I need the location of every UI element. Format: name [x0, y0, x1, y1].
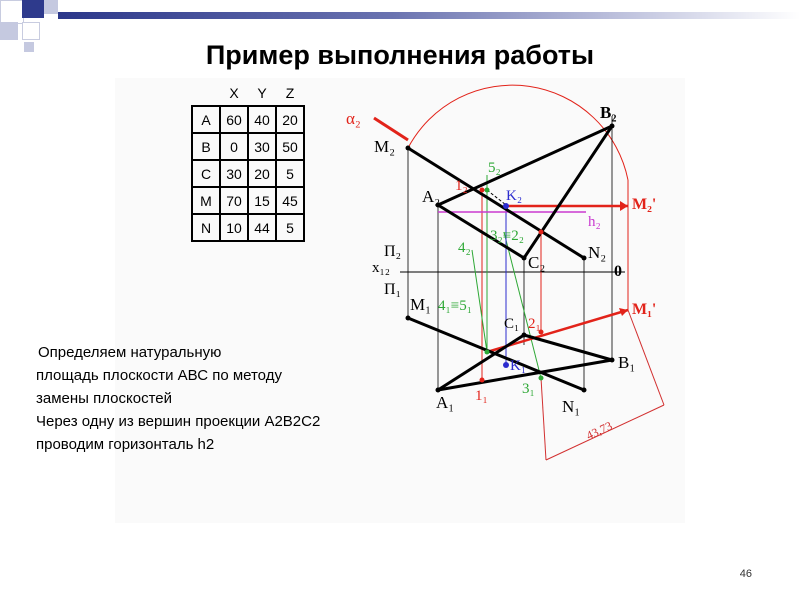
label-dimension: 43,73	[583, 418, 615, 443]
description-line: площадь плоскости АВС по методу	[36, 367, 282, 384]
table-cell: 60	[220, 106, 248, 133]
label-b1: B₁	[618, 353, 636, 372]
label-n2: N₂	[588, 243, 607, 262]
line-b1-c1	[524, 335, 612, 360]
point-k1	[503, 362, 509, 368]
table-cell: 5	[276, 160, 304, 187]
label-pi2: Π₂	[384, 243, 402, 260]
table-point-label: B	[192, 133, 220, 160]
table-point-label: A	[192, 106, 220, 133]
label-4-2: 4₂	[458, 240, 471, 256]
label-a2: A₂	[422, 187, 441, 206]
table-cell: 45	[276, 187, 304, 214]
label-alpha2: α₂	[346, 109, 361, 128]
table-header-x: X	[220, 80, 248, 106]
point-c2	[522, 256, 527, 261]
description-line: замены плоскостей	[36, 390, 172, 407]
point-4-1	[485, 350, 490, 355]
table-cell: 30	[220, 160, 248, 187]
label-pi1: Π₁	[384, 281, 402, 298]
table-cell: 15	[248, 187, 276, 214]
table-header-y: Y	[248, 80, 276, 106]
label-3-2-2-2: 3₂≡2₂	[490, 228, 524, 244]
table-cell: 50	[276, 133, 304, 160]
label-x12: x₁₂	[372, 260, 390, 276]
label-k1: K₁	[510, 358, 527, 374]
label-m2: M₂	[374, 137, 396, 156]
label-c1: C₁	[504, 316, 520, 332]
label-1-2: 1₂	[455, 178, 468, 194]
point-b2	[610, 124, 615, 129]
table-cell: 5	[276, 214, 304, 241]
table-point-label: C	[192, 160, 220, 187]
point-m2	[406, 146, 411, 151]
point-5-2	[485, 188, 490, 193]
label-4-1-5-1: 4₁≡5₁	[438, 298, 472, 314]
description-line: проводим горизонталь h2	[36, 436, 215, 453]
point-2-2	[539, 230, 544, 235]
description-line: Через одну из вершин проекции А2В2С2	[36, 413, 321, 430]
point-1-2	[480, 188, 485, 193]
label-n1: N₁	[562, 397, 581, 416]
slide-title: Пример выполнения работы	[205, 40, 595, 70]
label-m2-prime: M₂'	[632, 196, 657, 213]
page-number: 46	[739, 568, 752, 580]
label-m1: M₁	[410, 295, 432, 314]
label-1-1: 1₁	[475, 388, 488, 404]
point-1-1	[480, 378, 485, 383]
description-text	[36, 341, 320, 456]
label-5-2: 5₂	[488, 160, 501, 176]
table-cell: 30	[248, 133, 276, 160]
table-cell: 44	[248, 214, 276, 241]
label-h2: h₂	[588, 214, 601, 230]
table-cell: 0	[220, 133, 248, 160]
label-b2: B₂	[600, 103, 617, 122]
table-cell: 40	[248, 106, 276, 133]
label-a1: A₁	[436, 393, 455, 412]
table-cell: 70	[220, 187, 248, 214]
arrow-head	[620, 201, 628, 211]
point-b1	[610, 358, 615, 363]
dimension-extension	[541, 378, 546, 460]
label-c2: C₂	[528, 253, 546, 272]
point-3-1	[539, 376, 544, 381]
table-header-z: Z	[276, 80, 304, 106]
point-a1	[436, 388, 441, 393]
point-m1	[406, 316, 411, 321]
description-line: Определяем натуральную	[38, 344, 222, 361]
point-n1	[582, 388, 587, 393]
label-2-1: 2₁	[528, 316, 541, 332]
label-zero: 0	[614, 263, 622, 280]
table-cell: 20	[248, 160, 276, 187]
point-c1	[522, 333, 527, 338]
label-3-1: 3₁	[522, 381, 535, 397]
point-n2	[582, 256, 587, 261]
label-m1-prime: M₁'	[632, 301, 657, 318]
table-cell: 20	[276, 106, 304, 133]
label-k2: K₂	[506, 188, 523, 204]
table-point-label: N	[192, 214, 220, 241]
table-point-label: M	[192, 187, 220, 214]
table-cell: 10	[220, 214, 248, 241]
green-link-line	[472, 250, 487, 352]
